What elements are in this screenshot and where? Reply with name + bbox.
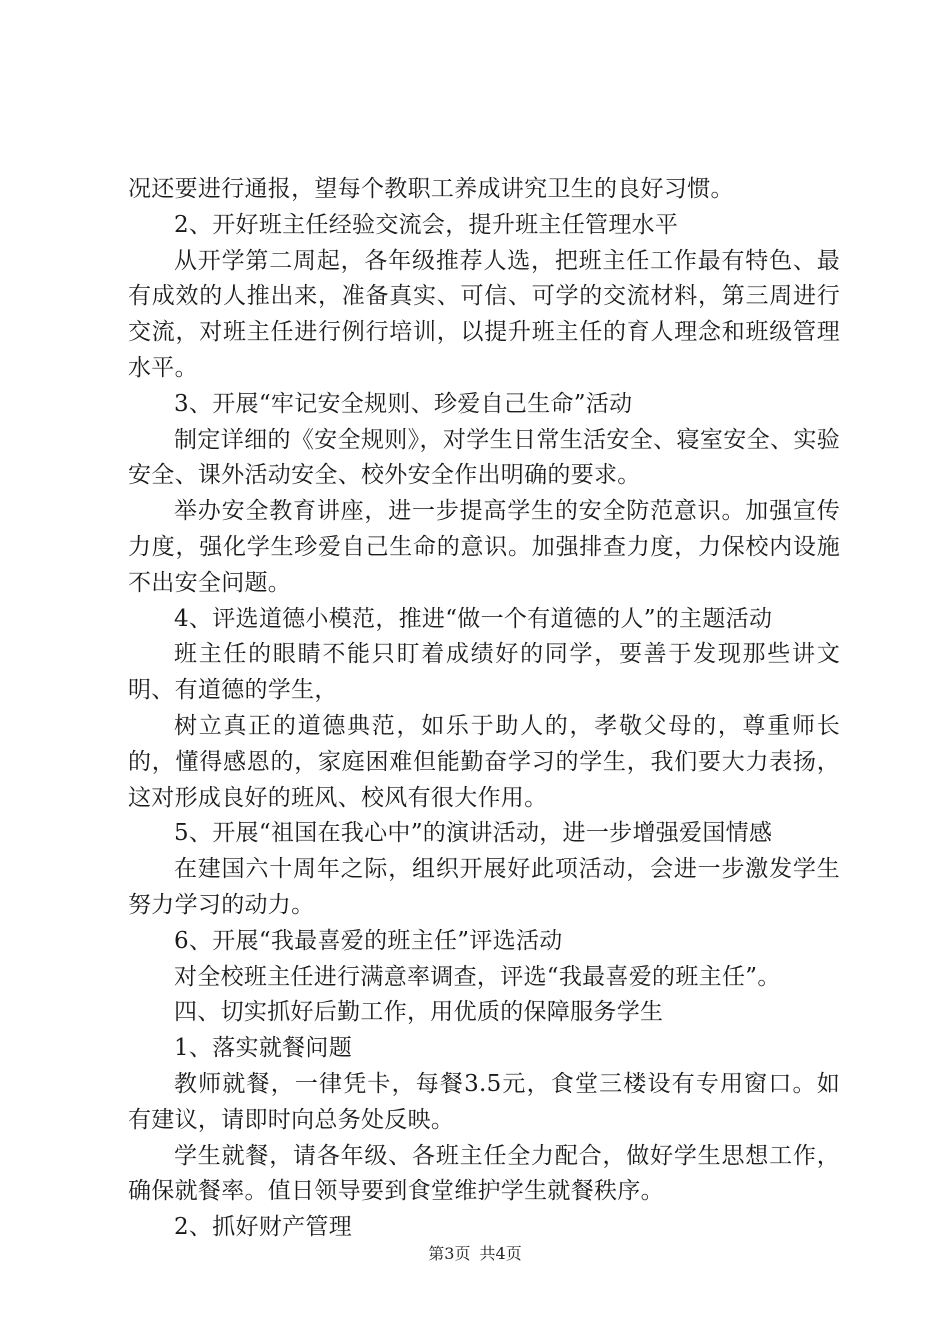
paragraph: 树立真正的道德典范，如乐于助人的，孝敬父母的，尊重师长的，懂得感恩的，家庭困难但能勤奋学习的学生，我们要大力表扬，这对形成良好的班风、校风有很大作用。: [128, 712, 840, 811]
paragraph: 班主任的眼睛不能只盯着成绩好的同学，要善于发现那些讲文明、有道德的学生，: [128, 641, 840, 704]
document-body: [128, 172, 840, 1246]
paragraph: 5、开展“祖国在我心中”的演讲活动，进一步增强爱国情感: [174, 820, 773, 847]
paragraph: 在建国六十周年之际，组织开展好此项活动，会进一步激发学生努力学习的动力。: [128, 856, 840, 918]
paragraph: 学生就餐，请各年级、各班主任全力配合，做好学生思想工作，确保就餐率。值日领导要到食堂维护学生就餐秩序。: [128, 1142, 840, 1205]
paragraph: 2、抓好财产管理: [174, 1214, 353, 1241]
paragraph: 从开学第二周起，各年级推荐人选，把班主任工作最有特色、最有成效的人推出来，准备真实、可信、可学的交流材料，第三周进行交流，对班主任进行例行培训，以提升班主任的育人理念和班级管理水平。: [128, 247, 840, 381]
page-number: 第3页: [428, 1244, 471, 1263]
paragraph: 教师就餐，一律凭卡，每餐3.5元，食堂三楼设有专用窗口。如有建议，请即时向总务处反映。: [128, 1070, 840, 1133]
paragraph: 4、评选道德小模范，推进“做一个有道德的人”的主题活动: [174, 605, 773, 632]
paragraph: 2、开好班主任经验交流会，提升班主任管理水平: [174, 211, 679, 238]
page-total: 共4页: [479, 1244, 522, 1263]
paragraph: 1、落实就餐问题: [174, 1035, 353, 1062]
paragraph: 四、切实抓好后勤工作，用优质的保障服务学生: [174, 999, 664, 1026]
page-footer: [0, 1244, 950, 1264]
paragraph: 6、开展“我最喜爱的班主任”评选活动: [174, 927, 563, 954]
paragraph: 3、开展“牢记安全规则、珍爱自己生命”活动: [174, 390, 633, 417]
paragraph: 况还要进行通报，望每个教职工养成讲究卫生的良好习惯。: [128, 176, 734, 202]
paragraph: 对全校班主任进行满意率调查，评选“我最喜爱的班主任”。: [174, 963, 781, 990]
paragraph: 制定详细的《安全规则》，对学生日常生活安全、寝室安全、实验安全、课外活动安全、校外安全作出明确的要求。: [128, 426, 840, 489]
paragraph: 举办安全教育讲座，进一步提高学生的安全防范意识。加强宣传力度，强化学生珍爱自己生命的意识。加强排查力度，力保校内设施不出安全问题。: [128, 498, 840, 596]
